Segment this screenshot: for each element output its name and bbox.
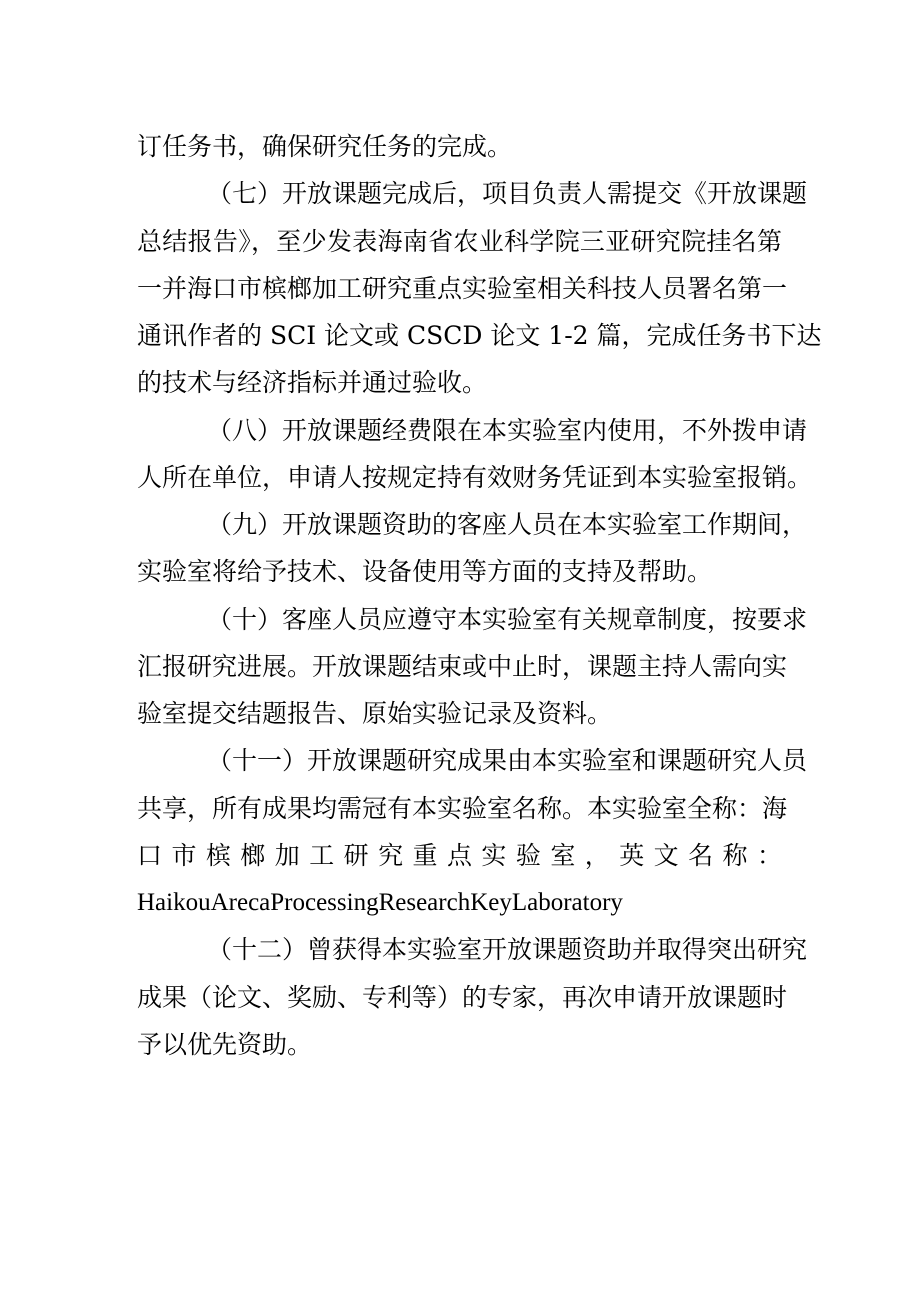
paragraph-8 xyxy=(137,407,813,502)
text-line: （十二）曾获得本实验室开放课题资助并取得突出研究 xyxy=(207,935,808,965)
text-line: 总结报告》，至少发表海南省农业科学院三亚研究院挂名第 xyxy=(137,226,782,256)
text-line: 实验室将给予技术、设备使用等方面的支持及帮助。 xyxy=(137,557,713,587)
text-line: （十一）开放课题研究成果由本实验室和课题研究人员 xyxy=(207,746,808,776)
paragraph-9 xyxy=(137,501,808,596)
text-line: 订任务书，确保研究任务的完成。 xyxy=(137,132,513,161)
paragraph-12 xyxy=(137,926,808,1068)
text-line: （九）开放课题资助的客座人员在本实验室工作期间， xyxy=(207,510,808,539)
paragraph-7 xyxy=(137,170,822,406)
text-line: （十）客座人员应遵守本实验室有关规章制度，按要求 xyxy=(207,604,808,634)
text-line: 一并海口市槟榔加工研究重点实验室相关科技人员署名第一 xyxy=(137,273,788,303)
text-line: 通讯作者的 SCI 论文或 CSCD 论文 1-2 篇，完成任务书下达 xyxy=(137,321,822,350)
text-line: （七）开放课题完成后，项目负责人需提交《开放课题 xyxy=(207,179,808,209)
text-line: （八）开放课题经费限在本实验室内使用，不外拨申请 xyxy=(207,415,808,445)
paragraph-6-tail xyxy=(137,123,782,170)
text-line: 的技术与经济指标并通过验收。 xyxy=(137,368,488,398)
text-line: 共享，所有成果均需冠有本实验室名称。本实验室全称：海 xyxy=(137,793,788,823)
paragraph-11 xyxy=(137,737,808,926)
text-line: 口市槟榔加工研究重点实验室，英文名称： xyxy=(137,840,782,870)
document-body xyxy=(137,123,822,1068)
text-line: 验室提交结题报告、原始实验记录及资料。 xyxy=(137,699,613,728)
text-line: 汇报研究进展。开放课题结束或中止时，课题主持人需向实 xyxy=(137,651,788,681)
text-line: 成果（论文、奖励、专利等）的专家，再次申请开放课题时 xyxy=(137,982,788,1012)
text-line: 予以优先资助。 xyxy=(137,1029,313,1059)
text-line-english-name: HaikouArecaProcessingResearchKeyLaboratory xyxy=(137,889,623,916)
text-line: 人所在单位，申请人按规定持有效财务凭证到本实验室报销。 xyxy=(137,462,813,492)
paragraph-10 xyxy=(137,596,808,738)
